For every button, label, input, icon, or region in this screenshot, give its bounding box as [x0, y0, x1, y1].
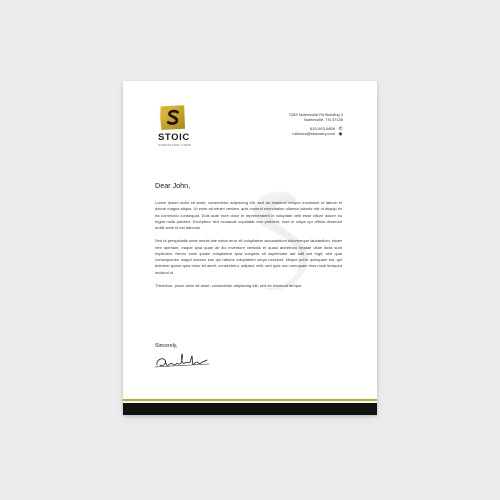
email-address: mktoura@stoicsery.com [292, 131, 335, 137]
address-line-2: Nolensville, TN 37135 [303, 117, 343, 123]
company-name: STOIC [158, 132, 190, 143]
body-paragraph: Therefore, psum dolor sit amet, consectetur adipiscing elit, sed do eiusmod tempor [155, 282, 302, 288]
letter-body [155, 200, 342, 296]
email-line [292, 131, 343, 136]
letter-closing: Sincerely, [155, 343, 178, 349]
footer-gold-stripe [123, 399, 377, 401]
body-paragraph: Sed ut perspiciatis unde omnis iste natus error sit voluptatem accusantium doloremque laudantium, totam rem aperiam, eaque ipsa quae ab illo inventore veritatis et quasi architecto beatae vitae dicta sunt explicabo. Nemo enim ipsam voluptatem quia voluptas sit aspernatur aut odit aut fugit, sed quia consequuntur magni dolores eos qui ratione voluptatem sequi nesciunt. Neque porro quisquam est, qui dolorem ipsum quia dolor sit amet, consectetur, adipisci velit, sed quia non numquam eius modi tempora incidunt ut [155, 238, 342, 275]
letter-greeting: Dear John, [155, 181, 191, 190]
phone-icon: ✆ [338, 126, 343, 131]
company-logo-icon [159, 104, 186, 131]
body-paragraph: Lorem ipsum dolor sit amet, consectetur adipiscing elit, sed do eiusmod tempor incididunt ut labore et dolore magna aliqua. Ut enim ad minim veniam, quis nostrud exercitation ullamco laboris nisi ut aliquip ex ea commodo consequat. Duis aute irure dolor in reprehenderit in voluptate velit esse cillum dolore eu fugiat nulla pariatur. Excepteur sint occaecat cupidatat non proident, sunt in culpa qui officia deserunt mollit anim id est laborum [155, 200, 342, 230]
company-tagline: CONSULTING CORP [158, 143, 192, 147]
lock-icon: ◉ [338, 131, 343, 137]
handwritten-signature [154, 351, 210, 373]
letterhead-page [123, 81, 377, 415]
address-line-1: 7283 Nolensville Rd Building 3 [288, 112, 343, 117]
phone-number: 615-903-6859 [310, 126, 335, 131]
contact-block [292, 126, 343, 137]
footer-black-band [123, 403, 377, 415]
company-address [289, 112, 343, 122]
